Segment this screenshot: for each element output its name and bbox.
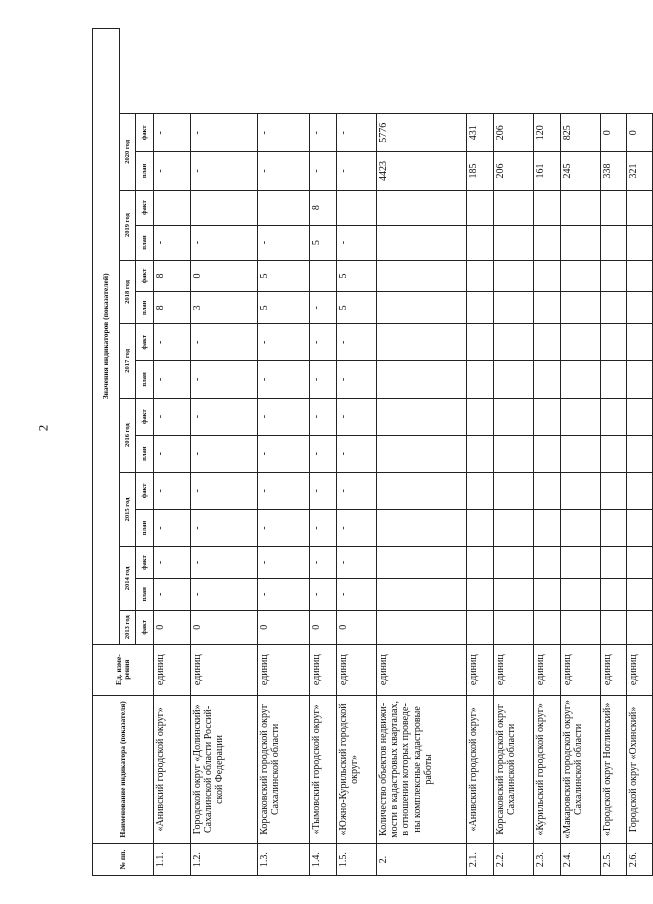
header-year-2015: 2015 год — [120, 472, 136, 546]
value-cell: - — [310, 152, 337, 190]
value-cell: - — [258, 398, 310, 435]
value-cell — [377, 578, 467, 610]
value-cell: - — [191, 152, 258, 190]
value-cell: 120 — [534, 114, 561, 152]
value-cell — [494, 547, 534, 579]
value-cell: - — [154, 114, 191, 152]
value-cell — [494, 610, 534, 644]
value-cell — [627, 361, 653, 398]
value-cell — [467, 361, 494, 398]
value-cell: - — [337, 398, 377, 435]
unit-cell: единиц — [337, 644, 377, 695]
header-year-2013: 2013 год — [120, 610, 136, 644]
value-cell — [601, 190, 627, 225]
row-number: 2.5. — [601, 844, 627, 876]
value-cell — [561, 361, 601, 398]
value-cell: - — [337, 435, 377, 472]
value-cell: - — [310, 472, 337, 509]
value-cell — [467, 472, 494, 509]
value-cell: - — [191, 324, 258, 361]
value-cell: - — [310, 398, 337, 435]
header-year-2019: 2019 год — [120, 190, 136, 260]
value-cell — [561, 225, 601, 260]
indicator-name: «Анивский городской округ» — [467, 695, 494, 844]
value-cell — [534, 610, 561, 644]
value-cell: - — [258, 435, 310, 472]
unit-cell: единиц — [627, 644, 653, 695]
value-cell: - — [154, 547, 191, 579]
row-number: 2.1. — [467, 844, 494, 876]
value-cell: 161 — [534, 152, 561, 190]
value-cell — [627, 547, 653, 579]
header-plan: план — [136, 152, 154, 190]
value-cell: - — [337, 114, 377, 152]
value-cell: 0 — [191, 610, 258, 644]
indicator-name: Городской округ «Охинский» — [627, 695, 653, 844]
value-cell: - — [337, 578, 377, 610]
value-cell — [494, 190, 534, 225]
indicator-name: «Анивский городской округ» — [154, 695, 191, 844]
value-cell — [601, 398, 627, 435]
value-cell — [601, 435, 627, 472]
value-cell — [467, 610, 494, 644]
value-cell: 825 — [561, 114, 601, 152]
value-cell: - — [191, 114, 258, 152]
row-number: 2. — [377, 844, 467, 876]
value-cell — [627, 225, 653, 260]
value-cell: 5 — [258, 292, 310, 324]
value-cell — [337, 190, 377, 225]
value-cell — [627, 435, 653, 472]
header-values: Значения индикаторов (показателей) — [93, 29, 120, 645]
row-number: 2.3. — [534, 844, 561, 876]
value-cell — [561, 472, 601, 509]
header-fact: факт — [136, 398, 154, 435]
value-cell — [154, 190, 191, 225]
value-cell: 431 — [467, 114, 494, 152]
value-cell — [467, 435, 494, 472]
value-cell — [627, 472, 653, 509]
table-body — [154, 29, 653, 876]
value-cell — [534, 361, 561, 398]
table-row — [627, 29, 653, 876]
header-unit: Ед. изме-рения — [93, 644, 154, 695]
value-cell: - — [258, 324, 310, 361]
value-cell: - — [154, 324, 191, 361]
value-cell: 4423 — [377, 152, 467, 190]
value-cell — [494, 435, 534, 472]
value-cell — [627, 578, 653, 610]
value-cell: - — [337, 225, 377, 260]
indicator-name: «Тымовский городской округ» — [310, 695, 337, 844]
value-cell: - — [258, 361, 310, 398]
value-cell: - — [337, 152, 377, 190]
header-fact: факт — [136, 324, 154, 361]
value-cell: - — [337, 472, 377, 509]
value-cell: - — [191, 509, 258, 546]
value-cell: 245 — [561, 152, 601, 190]
value-cell — [534, 324, 561, 361]
header-fact: факт — [136, 190, 154, 225]
value-cell: 0 — [258, 610, 310, 644]
value-cell — [601, 361, 627, 398]
value-cell: 0 — [191, 260, 258, 292]
table-row — [258, 29, 310, 876]
value-cell — [534, 398, 561, 435]
value-cell: - — [258, 509, 310, 546]
value-cell: 0 — [154, 610, 191, 644]
row-number: 2.4. — [561, 844, 601, 876]
value-cell — [494, 292, 534, 324]
value-cell: 185 — [467, 152, 494, 190]
value-cell: - — [258, 578, 310, 610]
indicator-table-container — [92, 28, 639, 876]
header-fact: факт — [136, 610, 154, 644]
value-cell: - — [191, 435, 258, 472]
value-cell — [494, 578, 534, 610]
header-plan: план — [136, 578, 154, 610]
value-cell: 0 — [601, 114, 627, 152]
value-cell: - — [310, 547, 337, 579]
value-cell — [601, 547, 627, 579]
value-cell — [494, 398, 534, 435]
value-cell — [534, 292, 561, 324]
value-cell: - — [154, 435, 191, 472]
unit-cell: единиц — [561, 644, 601, 695]
value-cell: - — [154, 509, 191, 546]
header-name: Наименование индикатора (показателя) — [93, 695, 154, 844]
value-cell: - — [310, 578, 337, 610]
table-row — [310, 29, 337, 876]
value-cell — [377, 610, 467, 644]
value-cell — [467, 292, 494, 324]
value-cell — [627, 260, 653, 292]
value-cell: 0 — [627, 114, 653, 152]
unit-cell: единиц — [191, 644, 258, 695]
value-cell — [534, 472, 561, 509]
unit-cell: единиц — [601, 644, 627, 695]
value-cell — [377, 398, 467, 435]
unit-cell: единиц — [154, 644, 191, 695]
value-cell — [258, 190, 310, 225]
value-cell: - — [310, 361, 337, 398]
header-year-2016: 2016 год — [120, 398, 136, 472]
value-cell: 5 — [337, 292, 377, 324]
value-cell: 8 — [154, 292, 191, 324]
value-cell: - — [310, 324, 337, 361]
value-cell: - — [258, 152, 310, 190]
value-cell — [561, 324, 601, 361]
value-cell — [534, 578, 561, 610]
table-row — [191, 29, 258, 876]
value-cell — [377, 472, 467, 509]
table-row — [154, 29, 191, 876]
value-cell — [561, 547, 601, 579]
value-cell — [601, 324, 627, 361]
unit-cell: единиц — [494, 644, 534, 695]
value-cell: - — [337, 547, 377, 579]
value-cell — [377, 509, 467, 546]
value-cell — [561, 260, 601, 292]
table-row — [601, 29, 627, 876]
value-cell: - — [337, 324, 377, 361]
value-cell: - — [310, 435, 337, 472]
value-cell — [561, 578, 601, 610]
row-number: 1.1. — [154, 844, 191, 876]
value-cell — [377, 435, 467, 472]
header-plan: план — [136, 435, 154, 472]
value-cell — [467, 190, 494, 225]
value-cell — [377, 260, 467, 292]
unit-cell: единиц — [310, 644, 337, 695]
value-cell — [561, 435, 601, 472]
value-cell — [377, 324, 467, 361]
value-cell: - — [154, 361, 191, 398]
header-fact: факт — [136, 547, 154, 579]
table-row — [561, 29, 601, 876]
value-cell — [601, 292, 627, 324]
row-number: 1.4. — [310, 844, 337, 876]
header-fact: факт — [136, 114, 154, 152]
value-cell — [494, 225, 534, 260]
table-row — [494, 29, 534, 876]
table-row — [467, 29, 494, 876]
value-cell: 338 — [601, 152, 627, 190]
value-cell: 5 — [337, 260, 377, 292]
table-row — [534, 29, 561, 876]
header-year-2017: 2017 год — [120, 324, 136, 398]
indicator-name: «Курильский городской округ» — [534, 695, 561, 844]
value-cell — [467, 260, 494, 292]
indicator-name: Корсаковский городской округ Сахалинской области — [494, 695, 534, 844]
header-num: № пп. — [93, 844, 154, 876]
value-cell — [494, 324, 534, 361]
header-plan: план — [136, 509, 154, 546]
table-row — [337, 29, 377, 876]
value-cell — [627, 324, 653, 361]
value-cell — [534, 260, 561, 292]
value-cell: - — [310, 292, 337, 324]
value-cell: - — [258, 472, 310, 509]
row-number: 1.2. — [191, 844, 258, 876]
unit-cell: единиц — [377, 644, 467, 695]
value-cell: - — [154, 472, 191, 509]
value-cell — [627, 509, 653, 546]
value-cell: - — [191, 472, 258, 509]
unit-cell: единиц — [534, 644, 561, 695]
value-cell — [534, 547, 561, 579]
value-cell — [494, 509, 534, 546]
header-fact: факт — [136, 472, 154, 509]
value-cell: 3 — [191, 292, 258, 324]
value-cell: 0 — [337, 610, 377, 644]
value-cell — [467, 547, 494, 579]
value-cell — [627, 398, 653, 435]
row-number: 2.6. — [627, 844, 653, 876]
value-cell: - — [337, 509, 377, 546]
value-cell: 5 — [258, 260, 310, 292]
value-cell — [377, 361, 467, 398]
value-cell — [377, 292, 467, 324]
unit-cell: единиц — [467, 644, 494, 695]
value-cell — [310, 260, 337, 292]
row-number: 1.5. — [337, 844, 377, 876]
value-cell: 206 — [494, 114, 534, 152]
value-cell — [601, 225, 627, 260]
value-cell: - — [258, 547, 310, 579]
value-cell: - — [310, 509, 337, 546]
indicator-name: «Южно-Курильский городской округ» — [337, 695, 377, 844]
value-cell: 206 — [494, 152, 534, 190]
value-cell — [534, 509, 561, 546]
indicator-name: Городской округ «Долинский» Сахалинской области Россий-ской Федерации — [191, 695, 258, 844]
value-cell — [561, 610, 601, 644]
value-cell — [601, 578, 627, 610]
value-cell — [377, 547, 467, 579]
value-cell — [601, 260, 627, 292]
value-cell: - — [154, 225, 191, 260]
value-cell: - — [191, 547, 258, 579]
indicator-name: «Макаровский городской округ» Сахалинской области — [561, 695, 601, 844]
value-cell — [601, 472, 627, 509]
value-cell — [561, 190, 601, 225]
value-cell: 321 — [627, 152, 653, 190]
table-row — [377, 29, 467, 876]
value-cell — [601, 509, 627, 546]
value-cell: 5776 — [377, 114, 467, 152]
value-cell: - — [191, 398, 258, 435]
row-number: 2.2. — [494, 844, 534, 876]
value-cell: 5 — [310, 225, 337, 260]
value-cell: - — [310, 114, 337, 152]
value-cell: - — [258, 114, 310, 152]
header-plan: план — [136, 292, 154, 324]
value-cell — [191, 190, 258, 225]
value-cell — [494, 361, 534, 398]
header-year-2014: 2014 год — [120, 547, 136, 611]
value-cell — [494, 472, 534, 509]
value-cell: 8 — [310, 190, 337, 225]
value-cell: 0 — [310, 610, 337, 644]
header-fact: факт — [136, 260, 154, 292]
value-cell — [627, 190, 653, 225]
value-cell — [627, 610, 653, 644]
value-cell: 8 — [154, 260, 191, 292]
value-cell: - — [337, 361, 377, 398]
indicator-name: Количество объектов недвижи-мости в кадастровых кварталах, в отношении которых проведе-ны комплексные кадастровые работы — [377, 695, 467, 844]
value-cell: - — [154, 578, 191, 610]
indicator-name: «Городской округ Ногликский» — [601, 695, 627, 844]
value-cell: - — [191, 225, 258, 260]
header-year-2018: 2018 год — [120, 260, 136, 324]
value-cell — [377, 190, 467, 225]
indicator-name: Корсаковский городской округ Сахалинской области — [258, 695, 310, 844]
unit-cell: единиц — [258, 644, 310, 695]
value-cell — [601, 610, 627, 644]
value-cell — [534, 225, 561, 260]
value-cell: - — [154, 398, 191, 435]
header-plan: план — [136, 225, 154, 260]
value-cell: - — [154, 152, 191, 190]
header-year-2020: 2020 год — [120, 114, 136, 190]
page-number: 2 — [35, 424, 51, 432]
value-cell — [467, 578, 494, 610]
value-cell — [561, 398, 601, 435]
value-cell — [534, 435, 561, 472]
row-number: 1.3. — [258, 844, 310, 876]
header-plan: план — [136, 361, 154, 398]
indicator-table — [92, 28, 653, 876]
value-cell — [377, 225, 467, 260]
value-cell: - — [191, 361, 258, 398]
value-cell: - — [258, 225, 310, 260]
value-cell — [561, 292, 601, 324]
value-cell — [561, 509, 601, 546]
value-cell — [494, 260, 534, 292]
value-cell: - — [191, 578, 258, 610]
value-cell — [627, 292, 653, 324]
value-cell — [467, 509, 494, 546]
value-cell — [467, 324, 494, 361]
value-cell — [467, 398, 494, 435]
value-cell — [467, 225, 494, 260]
value-cell — [534, 190, 561, 225]
